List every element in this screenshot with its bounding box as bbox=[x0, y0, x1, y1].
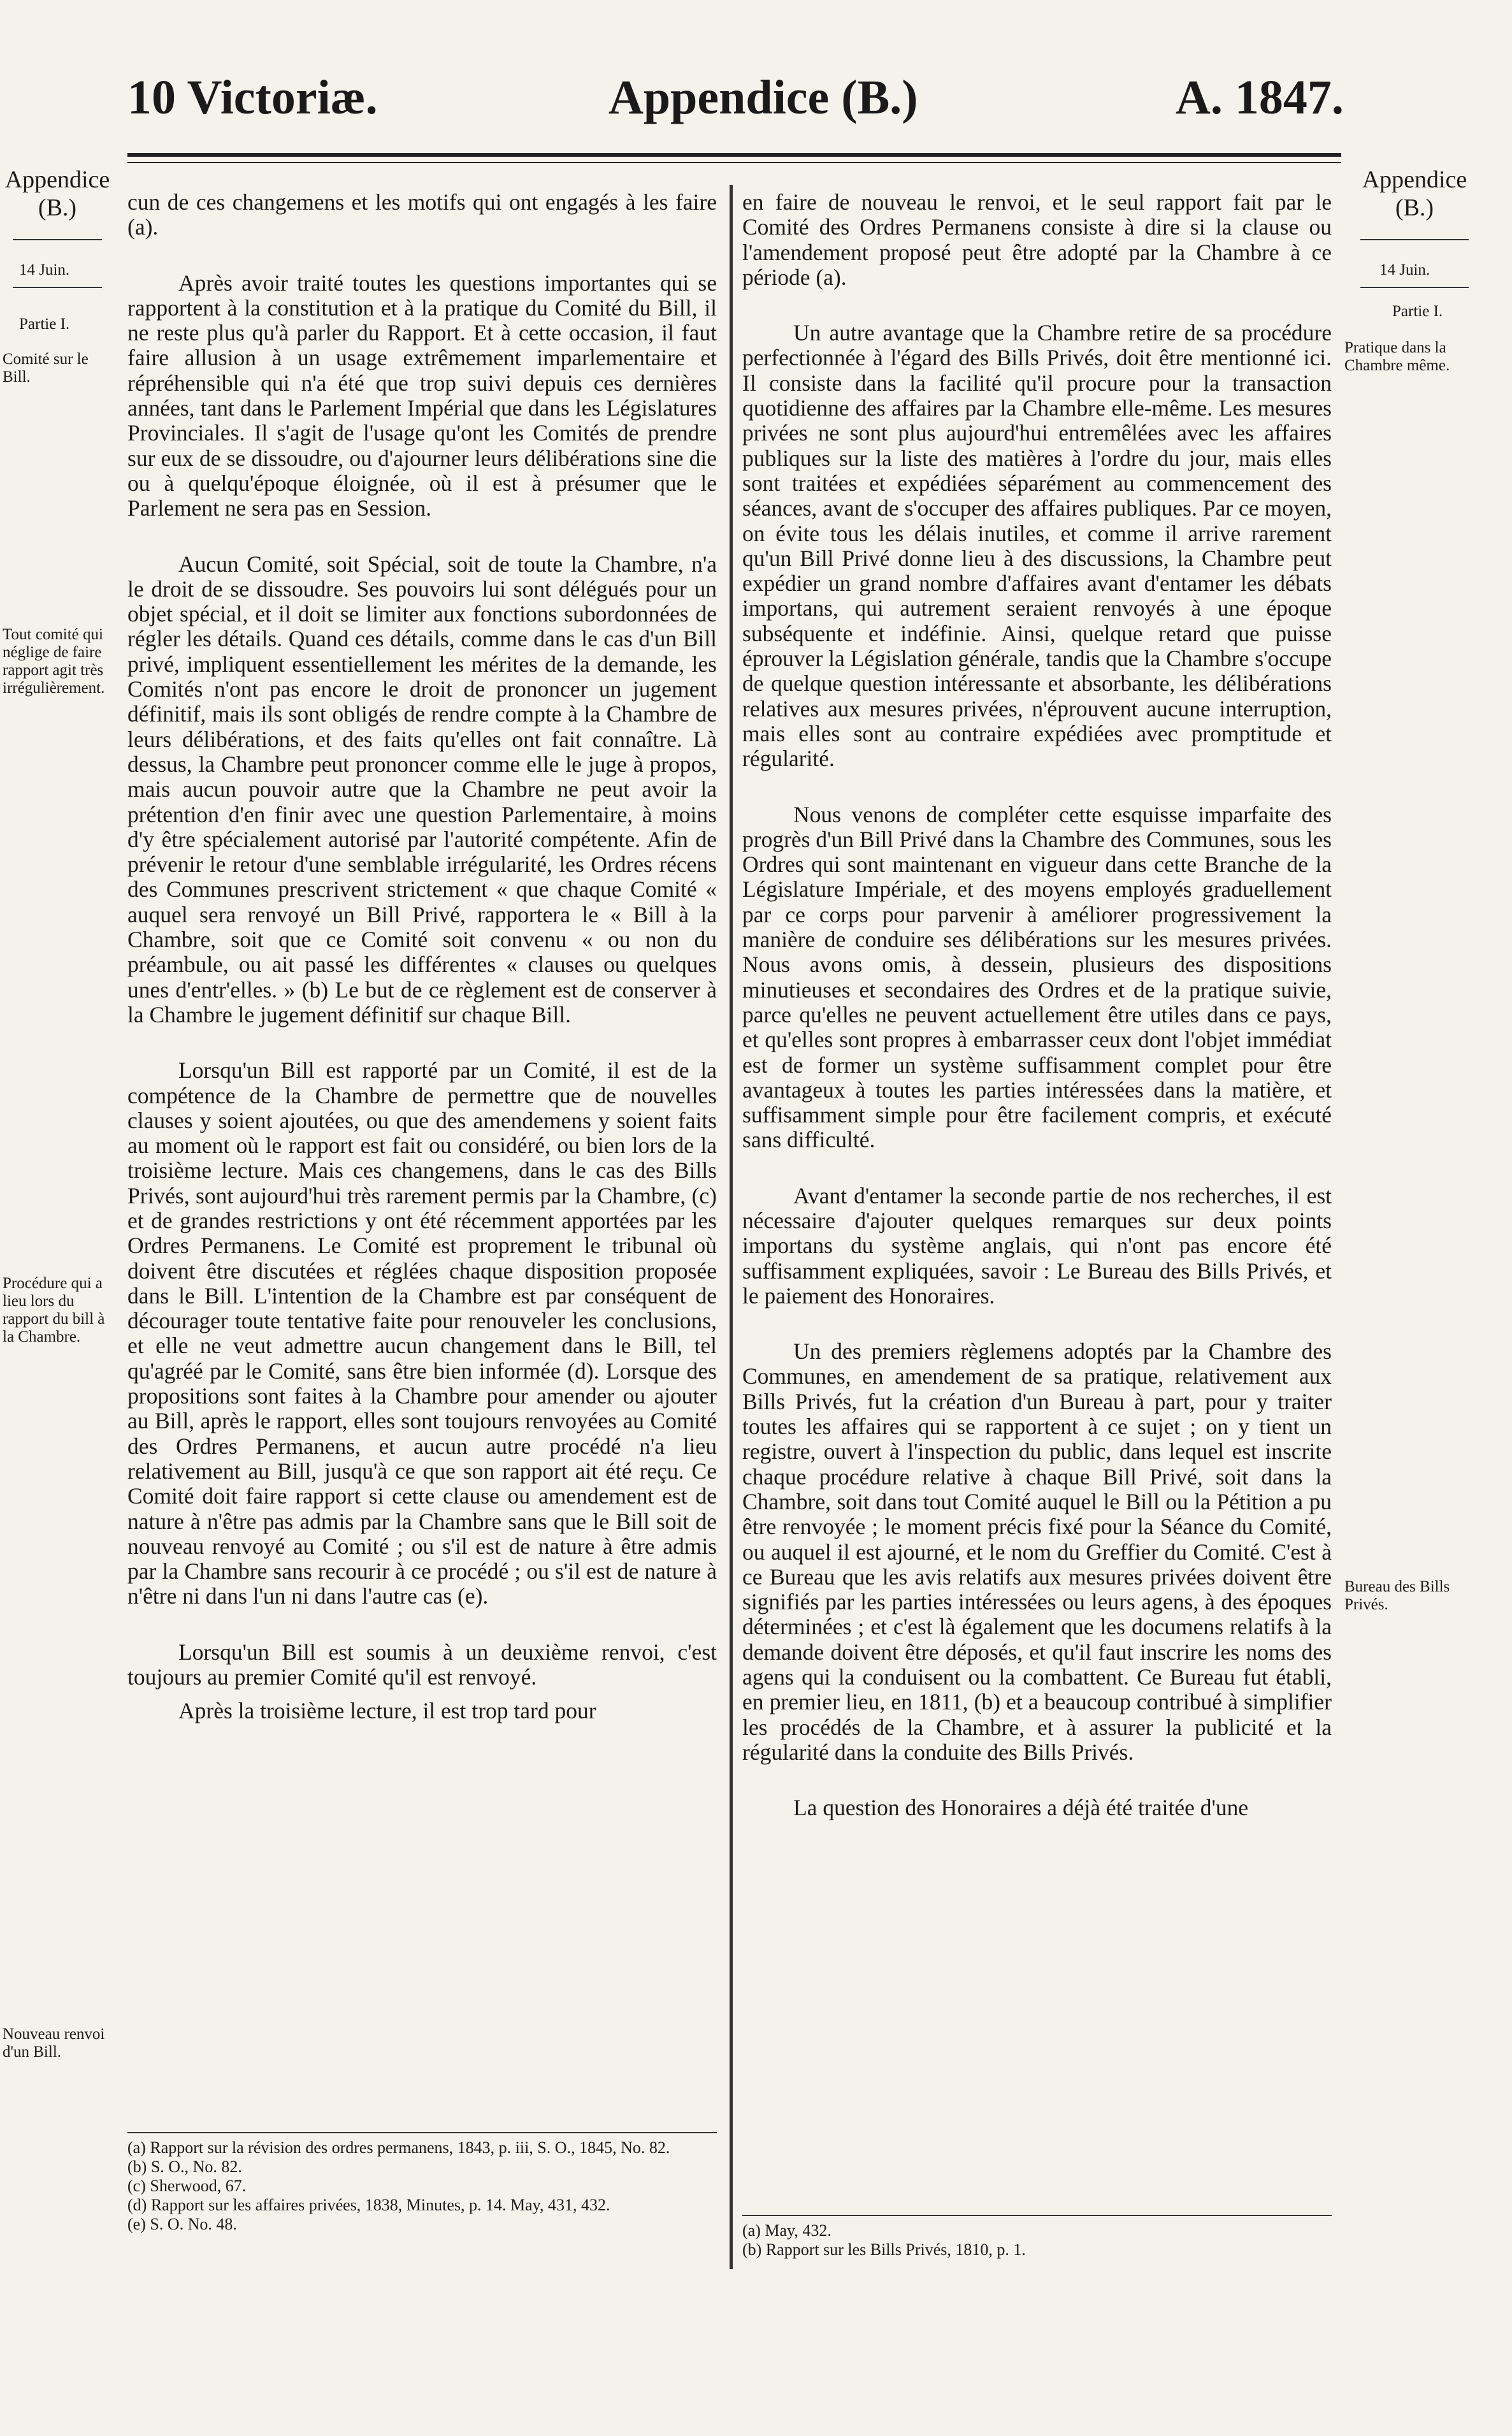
footnote: (c) Sherwood, 67. bbox=[127, 2177, 247, 2195]
margin-appendix-label: (B.) bbox=[38, 194, 77, 221]
margin-appendice: Appendice bbox=[1362, 166, 1467, 193]
margin-note-procedure-rapport: Procédure qui a lieu lors du rapport du bill à la Chambre. bbox=[3, 1275, 105, 1345]
footnote: (b) Rapport sur les Bills Privés, 1810, p. 1. bbox=[742, 2240, 1026, 2259]
footnote: (e) S. O. No. 48. bbox=[127, 2215, 237, 2233]
margin-note-pratique-chambre: Pratique dans la Chambre même. bbox=[1344, 339, 1450, 374]
footnote: (a) Rapport sur la révision des ordres permanens, 1843, p. iii, S. O., 1845, No. 82. bbox=[127, 2138, 670, 2157]
header-session: 10 Victoriæ. bbox=[127, 71, 378, 124]
margin-note-nouveau-renvoi: Nouveau renvoi d'un Bill. bbox=[3, 2026, 105, 2061]
footnote: (a) May, 432. bbox=[742, 2221, 832, 2240]
margin-note-bureau-bills: Bureau des Bills Privés. bbox=[1344, 1578, 1450, 1613]
paragraph: La question des Honoraires a déjà été traitée d'une bbox=[793, 1795, 1249, 1821]
margin-rule bbox=[1360, 239, 1469, 240]
column-divider bbox=[730, 185, 733, 2269]
margin-note-comite-bill: Comité sur le Bill. bbox=[3, 351, 89, 386]
margin-date: 14 Juin. bbox=[19, 261, 70, 279]
paragraph: Après avoir traité toutes les questions importantes qui se rapportent à la constitution et à la pratique du Comité du Bill, il ne reste plus qu'à parler du Rapport. Et à cette occasion, il faut faire allusion à un usage extrêmement imparlementaire et répréhensible qui n'a été que trop suivi depuis ces dernières années, tant dans le Parlement Impérial que dans les Législatures Provinciales. Il s'agit de l'usage qu'ont les Comités de prendre sur eux de se dissoudre, ou d'ajourner leurs délibérations sine die ou à quelqu'époque éloignée, où il est à présumer que le Parlement ne sera pas en Session. bbox=[127, 270, 717, 521]
header-year: A. 1847. bbox=[1176, 71, 1344, 124]
margin-partie: Partie I. bbox=[19, 315, 70, 333]
footnote-rule bbox=[742, 2215, 1332, 2216]
margin-note-comite-neglige: Tout comité qui néglige de faire rapport agit très irrégulièrement. bbox=[3, 626, 105, 697]
margin-rule bbox=[13, 287, 102, 288]
page-header bbox=[0, 70, 1512, 140]
margin-rule bbox=[1360, 287, 1469, 288]
right-footnotes bbox=[742, 2221, 1332, 2259]
paragraph: Lorsqu'un Bill est rapporté par un Comité, il est de la compétence de la Chambre de permettre que de nouvelles clauses y soient ajoutées, ou que des amendemens y soient faits au moment où le rapport est fait ou considéré, ou bien lors de la troisième lecture. Mais ces changemens, dans le cas des Bills Privés, sont aujourd'hui très rarement permis par la Chambre, (c) et de grandes restrictions y ont été récemment apportées par les Ordres Permanens. Le Comité est proprement le tribunal où doivent être discutées et réglées chaque disposition proposée dans le Bill. L'intention de la Chambre est par conséquent de décourager toute tentative faite pour renouveler les conclusions, et elle ne veut admettre aucun changement dans le Bill, tel qu'agréé par le Comité, sans être bien informée (d). Lorsque des propositions sont faites à la Chambre pour amender ou ajouter au Bill, après le rapport, elles sont toujours renvoyées au Comité des Ordres Permanens, et aucun autre procédé n'a lieu relativement au Bill, jusqu'à ce que son rapport ait été reçu. Ce Comité doit faire rapport si cette clause ou amendement est de nature à n'être pas admis par la Chambre sans que le Bill soit de nouveau renvoyé au Comité ; ou s'il est de nature à être admis par la Chambre sans recourir à ce procédé ; ou s'il est de nature à n'être ni dans l'un ni dans l'autre cas (e). bbox=[127, 1057, 717, 1609]
paragraph: Lorsqu'un Bill est soumis à un deuxième renvoi, c'est toujours au premier Comité qu'il est renvoyé. bbox=[127, 1639, 717, 1690]
left-column bbox=[127, 190, 717, 1724]
paragraph: Un autre avantage que la Chambre retire de sa procédure perfectionnée à l'égard des Bills Privés, doit être mentionné ici. Il consiste dans la facilité qu'il procure pour la transaction quotidienne des affaires par la Chambre elle-même. Les mesures privées ne sont plus aujourd'hui entremêlées avec les affaires publiques sur la liste des matières à l'ordre du jour, mais elles sont traitées et expédiées séparément au commencement des séances, avant de s'occuper des affaires publiques. Par ce moyen, on évite tous les délais inutiles, et comme il arrive rarement qu'un Bill Privé donne lieu à des discussions, la Chambre peut expédier un grand nombre d'affaires avant d'entamer les débats importans, qui autrement seraient renvoyés à une époque subséquente et indéfinie. Ainsi, quelque retard que puisse éprouver la Législation générale, tandis que la Chambre s'occupe de quelque question intéressante et absorbante, les délibérations relatives aux mesures privées, n'éprouvent aucune interruption, mais elles sont au contraire expédiées avec promptitude et régularité. bbox=[742, 320, 1332, 772]
paragraph: Aucun Comité, soit Spécial, soit de toute la Chambre, n'a le droit de se dissoudre. Ses pouvoirs lui sont délégués pour un objet spécial, et il doit se limiter aux fonctions subordonnées de régler les détails. Quand ces détails, comme dans le cas d'un Bill privé, impliquent essentiellement les mérites de la demande, les Comités n'ont pas encore le droit de prononcer un jugement définitif, mais ils sont obligés de rendre compte à la Chambre de leurs délibérations, et des faits qu'elles ont fait connaître. Là dessus, la Chambre peut prononcer comme elle le juge à propos, mais aucun pouvoir autre que la Chambre ne peut avoir la prétention d'en finir avec une question Parlementaire, à moins d'y être spécialement autorisé par l'autorité compétente. Afin de prévenir le retour d'une semblable irrégularité, les Ordres récens des Communes prescrivent strictement « que chaque Comité « auquel sera renvoyé un Bill Privé, rapportera le « Bill à la Chambre, soit que ce Comité soit convenu « ou non du préambule, ou ait passé les différentes « clauses ou quelques unes d'entr'elles. » (b) Le but de ce règlement est de conserver à la Chambre le jugement définitif sur chaque Bill. bbox=[127, 551, 717, 1027]
header-rule-thin bbox=[127, 162, 1341, 163]
paragraph: Nous venons de compléter cette esquisse imparfaite des progrès d'un Bill Privé dans la Chambre des Communes, sous les Ordres qui sont maintenant en vigueur dans cette Branche de la Législature Impériale, et des moyens employés graduellement par ce corps pour parvenir à améliorer progressivement la manière de conduire ses délibérations sur les mesures privées. Nous avons omis, à dessein, plusieurs des dispositions minutieuses et secondaires des Ordres et de la pratique suivie, parce qu'elles ne peuvent actuellement être utiles dans ce pays, et qu'elles sont propres à embarrasser ceux dont l'objet immédiat est de former un système suffisamment complet pour être avantageux à toutes les parties intéressées dans la matière, et suffisamment simple pour être facilement compris, et exécuté sans difficulté. bbox=[742, 801, 1332, 1153]
margin-appendix-label: (B.) bbox=[1395, 194, 1434, 221]
paragraph: Un des premiers règlemens adoptés par la Chambre des Communes, en amendement de sa pratique, relativement aux Bills Privés, fut la création d'un Bureau à part, pour y traiter toutes les affaires qui se rapportent à ce sujet ; on y tient un registre, ouvert à l'inspection du public, dans lequel est inscrite chaque procédure relative à chaque Bill Privé, soit dans la Chambre, soit dans tout Comité auquel le Bill ou la Pétition a pu être renvoyée ; le moment précis fixé pour la Séance du Comité, ou auquel il est ajourné, et le nom du Greffier du Comité. C'est à ce Bureau que les avis relatifs aux mesures privées doivent être signifiés par les parties intéressées ou leurs agens, à des époques déterminées ; et c'est là également que les documens relatifs à la demande doivent être déposés, et qu'il faut inscrire les noms des agens qui la conduisent ou la combattent. Ce Bureau fut établi, en premier lieu, en 1811, (b) et a beaucoup contribué à simplifier les procédés de la Chambre, et à assurer la publicité et la régularité dans la conduite des Bills Privés. bbox=[742, 1338, 1332, 1765]
header-rule-thick bbox=[127, 153, 1341, 157]
margin-rule bbox=[13, 239, 102, 240]
paragraph: cun de ces changemens et les motifs qui ont engagés à les faire (a). bbox=[127, 189, 717, 240]
footnote: (b) S. O., No. 82. bbox=[127, 2157, 242, 2176]
header-appendix: Appendice (B.) bbox=[608, 71, 918, 124]
margin-date: 14 Juin. bbox=[1379, 261, 1430, 279]
footnote: (d) Rapport sur les affaires privées, 1838, Minutes, p. 14. May, 431, 432. bbox=[127, 2196, 610, 2214]
paragraph: en faire de nouveau le renvoi, et le seul rapport fait par le Comité des Ordres Permanens consiste à dire si la clause ou l'amendement proposé peut être adopté par la Chambre à ce période (a). bbox=[742, 189, 1332, 290]
paragraph: Avant d'entamer la seconde partie de nos recherches, il est nécessaire d'ajouter quelques remarques sur deux points importans du système anglais, qui n'ont pas encore été suffisamment expliquées, savoir : Le Bureau des Bills Privés, et le paiement des Honoraires. bbox=[742, 1182, 1332, 1309]
paragraph: Après la troisième lecture, il est trop tard pour bbox=[178, 1698, 596, 1724]
margin-partie: Partie I. bbox=[1392, 303, 1443, 320]
left-footnotes bbox=[127, 2138, 717, 2234]
margin-appendice: Appendice bbox=[4, 166, 110, 193]
footnote-rule bbox=[127, 2132, 717, 2133]
right-column bbox=[742, 190, 1332, 1821]
